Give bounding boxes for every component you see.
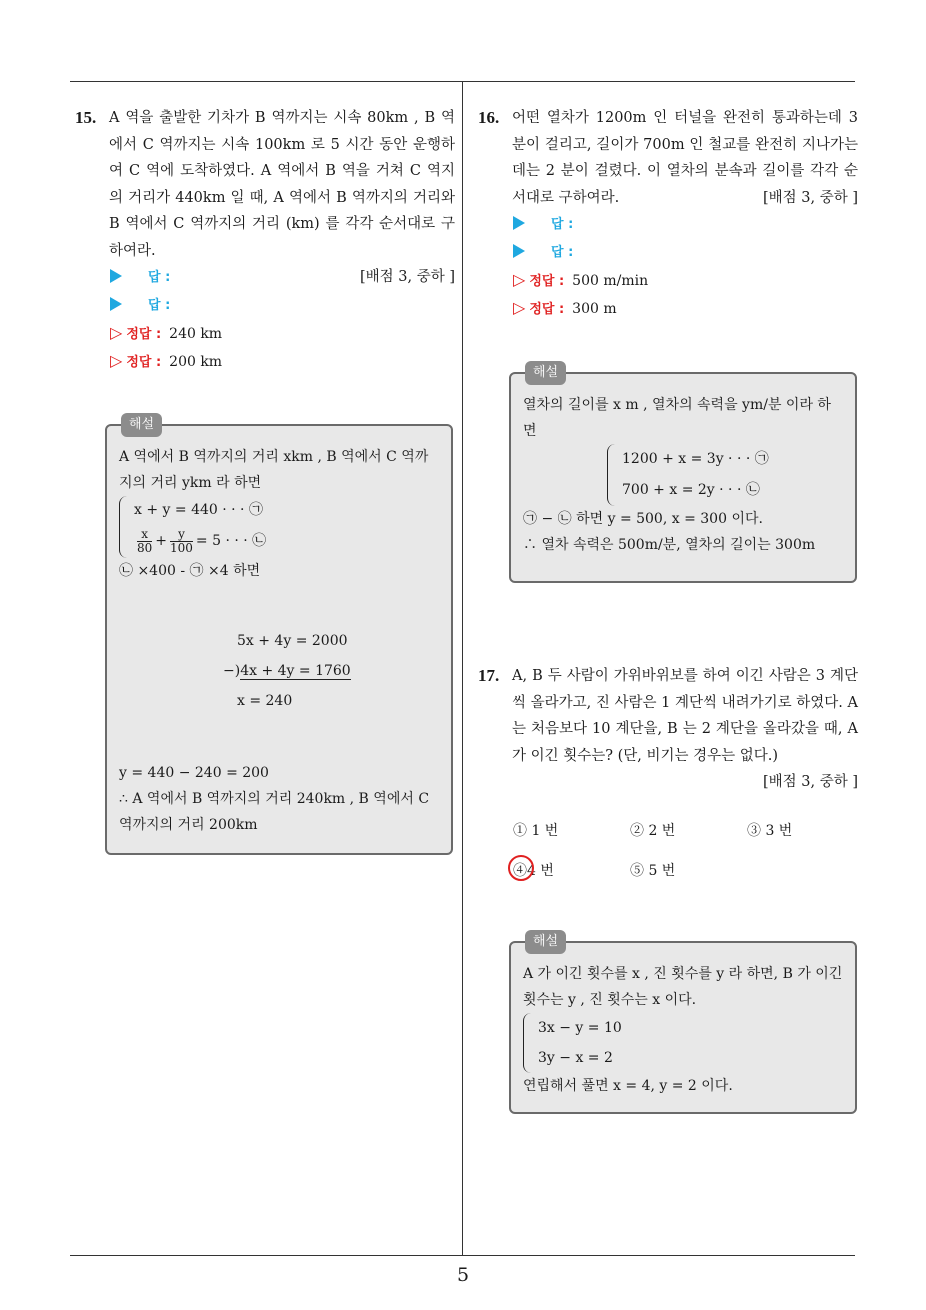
question-17 [478, 663, 858, 796]
solution-step: ㉡ ×400 - ㉠ ×4 하면 [119, 563, 261, 579]
equation-2: $\frac{x}{80}$ + $\frac{y}{100}$ = 5 · · · ㉡ [137, 526, 267, 555]
choices-17 [513, 820, 853, 890]
answer-label: 답 : [148, 297, 171, 313]
correct-answer: 200 km [169, 353, 223, 370]
solution-tag: 해설 [525, 361, 566, 385]
correct-label: 정답 : [529, 301, 565, 317]
correct-label: 정답 : [529, 274, 565, 289]
equation-1: 1200 + x = 3y · · · ㉠ [622, 451, 769, 467]
column-divider [462, 81, 463, 1256]
outline-triangle-icon: ▷ [110, 350, 123, 370]
minus-sign: −) [223, 663, 241, 679]
correct-answer: 240 km [169, 326, 223, 342]
correct-answer: 300 m [572, 300, 617, 317]
question-text: 어떤 열차가 1200m 인 터널을 완전히 통과하는데 3 분이 걸리고, 길이가 700m 인 철교를 완전히 지나가는 데는 2 분이 걸렸다. 이 열차의 분속과 길이를 각각 순서대로 구하여라. [512, 110, 858, 206]
play-icon [110, 269, 122, 283]
play-icon [513, 216, 525, 230]
correct-answer: 500 m/min [572, 273, 649, 289]
answer-block-16 [513, 211, 648, 321]
question-15 [75, 105, 455, 291]
solution-conclusion: ∴ 열차 속력은 500m/분, 열차의 길이는 300m [523, 537, 816, 553]
footer-rule [70, 1255, 855, 1256]
equation-system [607, 444, 843, 506]
calc-line-2: 4x + 4y = 1760 [240, 663, 351, 679]
solution-y-line: y = 440 − 240 = 200 [119, 765, 269, 781]
page-number: 5 [456, 1264, 470, 1286]
equation-system [119, 496, 439, 558]
choice-3[interactable]: ③ 3 번 [747, 823, 793, 839]
solution-intro: A 역에서 B 역까지의 거리 xkm , B 역에서 C 역까지의 거리 ykm 라 하면 [119, 449, 429, 491]
subtraction-calc [223, 626, 351, 716]
question-text: A 역을 출발한 기차가 B 역까지는 시속 80km , B 역에서 C 역까지는 시속 100km 로 5 시간 동안 운행하여 C 역에 도착하였다. A 역에서 B 역을 거쳐 C 역지의 거리가 440km 일 때, A 역에서 B 역까지의 거리와 B 역에서 C 역까지의 거리 (km) 를 각각 순서대로 구하여라. [109, 110, 455, 259]
answer-block-15 [110, 264, 222, 374]
question-number: 16. [478, 108, 500, 127]
choice-2[interactable]: ② 2 번 [630, 823, 676, 839]
correct-label: 정답 : [126, 354, 162, 370]
selected-answer-circle [508, 855, 534, 881]
outline-triangle-icon: ▷ [513, 297, 526, 317]
equation-2: 700 + x = 2y · · · ㉡ [622, 482, 760, 498]
answer-label: 답 : [551, 217, 574, 232]
solution-step: ㉠ − ㉡ 하면 y = 500, x = 300 이다. [523, 511, 763, 527]
calc-line-3: x = 240 [237, 693, 293, 709]
choice-1[interactable]: ① 1 번 [513, 823, 559, 839]
play-icon [110, 297, 122, 311]
outline-triangle-icon: ▷ [513, 270, 526, 289]
question-score: [배점 3, 중하 ] [762, 774, 858, 790]
solution-box-17 [509, 934, 857, 1114]
choice-5[interactable]: ⑤ 5 번 [630, 863, 676, 879]
question-number: 15. [75, 108, 97, 127]
solution-conclusion: ∴ A 역에서 B 역까지의 거리 240km , B 역에서 C 역까지의 거리 200km [119, 791, 430, 833]
brace-icon [119, 496, 130, 558]
equation-2: 3y − x = 2 [538, 1050, 613, 1066]
solution-box-15 [105, 417, 453, 855]
equation-1: x + y = 440 · · · ㉠ [134, 502, 263, 518]
question-text: A, B 두 사람이 가위바위보를 하여 이긴 사람은 3 계단씩 올라가고, 진 사람은 1 계단씩 내려가기로 하였다. A 는 처음보다 10 계단을, B 는 2 계단을 올라갔을 때, A 가 이긴 횟수는? (단, 비기는 경우는 없다.) [512, 668, 858, 764]
solution-conclusion: 연립해서 풀면 x = 4, y = 2 이다. [523, 1078, 733, 1094]
solution-intro: A 가 이긴 횟수를 x , 진 횟수를 y 라 하면, B 가 이긴 횟수는 y , 진 횟수는 x 이다. [523, 966, 843, 1008]
play-icon [513, 244, 525, 258]
answer-label: 답 : [551, 244, 574, 260]
question-16 [478, 105, 858, 212]
question-number: 17. [478, 666, 500, 685]
solution-box-16 [509, 365, 857, 583]
solution-tag: 해설 [121, 413, 162, 437]
brace-icon [607, 444, 618, 506]
question-score: [배점 3, 중하 ] [359, 269, 455, 285]
brace-icon [523, 1013, 534, 1073]
correct-label: 정답 : [126, 327, 162, 342]
calc-line-1: 5x + 4y = 2000 [237, 633, 348, 649]
choice-4[interactable]: ④4 번 [513, 863, 554, 879]
solution-intro: 열차의 길이를 x m , 열차의 속력을 ym/분 이라 하면 [523, 397, 831, 439]
outline-triangle-icon: ▷ [110, 323, 123, 342]
equation-system [523, 1013, 843, 1073]
question-score: [배점 3, 중하 ] [762, 190, 858, 206]
solution-tag: 해설 [525, 930, 566, 954]
equation-1: 3x − y = 10 [538, 1020, 622, 1036]
fraction: $\frac{x}{80}$ [137, 526, 153, 555]
answer-label: 답 : [148, 270, 171, 285]
fraction: $\frac{y}{100}$ [170, 526, 193, 555]
